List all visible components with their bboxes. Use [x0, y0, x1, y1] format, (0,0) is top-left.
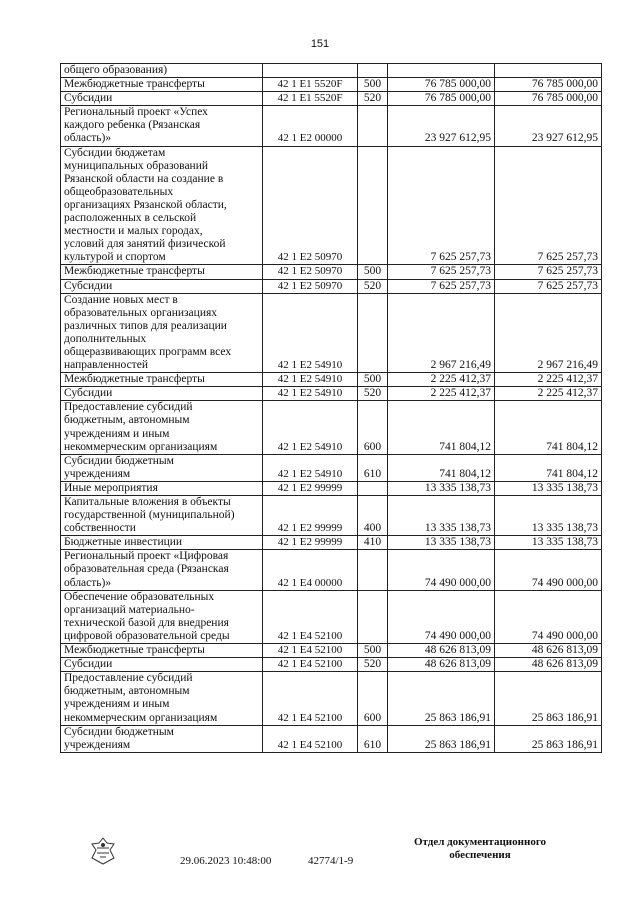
cell-sum-1: 2 225 412,37	[388, 387, 495, 401]
cell-sum-2: 2 225 412,37	[495, 373, 602, 387]
cell-code: 42 1 E1 5520F	[263, 92, 358, 106]
table-row	[61, 146, 602, 265]
cell-vr: 500	[358, 78, 388, 92]
cell-name: Иные мероприятия	[61, 481, 263, 495]
table-row	[61, 106, 602, 146]
cell-name: Предоставление субсидий бюджетным, автономным учреждениям и иным некоммерческим организациям	[61, 401, 263, 454]
cell-code: 42 1 E4 52100	[263, 590, 358, 643]
cell-code: 42 1 E2 50970	[263, 265, 358, 279]
cell-name: Региональный проект «Цифровая образовательная среда (Рязанская область)»	[61, 550, 263, 590]
cell-sum-2: 23 927 612,95	[495, 106, 602, 146]
cell-sum-1: 741 804,12	[388, 401, 495, 454]
cell-name: Межбюджетные трансферты	[61, 373, 263, 387]
cell-code: 42 1 E2 54910	[263, 401, 358, 454]
cell-sum-1: 13 335 138,73	[388, 536, 495, 550]
cell-name: Межбюджетные трансферты	[61, 644, 263, 658]
cell-code: 42 1 E2 00000	[263, 106, 358, 146]
cell-sum-2: 7 625 257,73	[495, 279, 602, 293]
cell-code: 42 1 E4 52100	[263, 672, 358, 725]
table-row	[61, 725, 602, 752]
cell-vr: 520	[358, 279, 388, 293]
cell-name: Предоставление субсидий бюджетным, автономным учреждениям и иным некоммерческим организациям	[61, 672, 263, 725]
cell-vr: 610	[358, 725, 388, 752]
cell-vr: 410	[358, 536, 388, 550]
cell-code: 42 1 E4 52100	[263, 725, 358, 752]
cell-sum-1: 2 967 216,49	[388, 293, 495, 373]
cell-sum-2: 48 626 813,09	[495, 658, 602, 672]
cell-sum-2: 25 863 186,91	[495, 725, 602, 752]
table-row	[61, 265, 602, 279]
cell-sum-2: 13 335 138,73	[495, 536, 602, 550]
cell-vr: 400	[358, 496, 388, 536]
page-number: 151	[310, 38, 330, 50]
cell-sum-1: 48 626 813,09	[388, 658, 495, 672]
cell-name: Бюджетные инвестиции	[61, 536, 263, 550]
cell-vr: 520	[358, 387, 388, 401]
cell-vr: 600	[358, 672, 388, 725]
table-row	[61, 92, 602, 106]
cell-sum-2: 2 967 216,49	[495, 293, 602, 373]
cell-code: 42 1 E2 54910	[263, 387, 358, 401]
cell-sum-2: 25 863 186,91	[495, 672, 602, 725]
cell-sum-2: 76 785 000,00	[495, 78, 602, 92]
cell-sum-2: 7 625 257,73	[495, 146, 602, 265]
cell-name: Межбюджетные трансферты	[61, 78, 263, 92]
table-row	[61, 658, 602, 672]
cell-sum-1: 25 863 186,91	[388, 672, 495, 725]
cell-sum-2	[495, 64, 602, 78]
cell-sum-2: 13 335 138,73	[495, 496, 602, 536]
cell-name: Субсидии	[61, 658, 263, 672]
cell-sum-2: 74 490 000,00	[495, 590, 602, 643]
table-row	[61, 78, 602, 92]
cell-sum-2: 76 785 000,00	[495, 92, 602, 106]
cell-name: Межбюджетные трансферты	[61, 265, 263, 279]
cell-sum-1	[388, 64, 495, 78]
cell-sum-1: 23 927 612,95	[388, 106, 495, 146]
cell-vr	[358, 64, 388, 78]
cell-vr: 500	[358, 373, 388, 387]
cell-sum-1: 25 863 186,91	[388, 725, 495, 752]
cell-vr	[358, 293, 388, 373]
table-row	[61, 454, 602, 481]
cell-name: Субсидии	[61, 387, 263, 401]
cell-sum-1: 76 785 000,00	[388, 78, 495, 92]
cell-sum-2: 48 626 813,09	[495, 644, 602, 658]
cell-code: 42 1 E4 52100	[263, 644, 358, 658]
cell-name: общего образования)	[61, 64, 263, 78]
cell-vr: 520	[358, 658, 388, 672]
cell-sum-2: 741 804,12	[495, 401, 602, 454]
coat-of-arms-icon	[88, 836, 118, 866]
cell-name: Субсидии бюджетам муниципальных образований Рязанской области на создание в общеобразовательных организациях Рязанской области, расположенных в сельской местности и малых городах, условий для занятий физической культурой и спортом	[61, 146, 263, 265]
table-row	[61, 496, 602, 536]
table-row	[61, 590, 602, 643]
cell-code: 42 1 E2 54910	[263, 373, 358, 387]
cell-vr: 500	[358, 265, 388, 279]
table-row	[61, 401, 602, 454]
cell-vr: 500	[358, 644, 388, 658]
footer-datetime: 29.06.2023 10:48:00	[180, 855, 272, 867]
footer-department	[400, 836, 560, 862]
cell-vr: 520	[358, 92, 388, 106]
table-row	[61, 536, 602, 550]
cell-code: 42 1 E2 50970	[263, 279, 358, 293]
cell-code: 42 1 E2 54910	[263, 454, 358, 481]
table-row	[61, 373, 602, 387]
cell-code: 42 1 E2 99999	[263, 481, 358, 495]
department-line-2: обеспечения	[449, 849, 511, 861]
cell-name: Субсидии бюджетным учреждениям	[61, 454, 263, 481]
cell-vr	[358, 590, 388, 643]
table-row	[61, 672, 602, 725]
table-row	[61, 387, 602, 401]
cell-vr: 610	[358, 454, 388, 481]
cell-sum-1: 74 490 000,00	[388, 590, 495, 643]
cell-code: 42 1 E2 54910	[263, 293, 358, 373]
cell-sum-1: 76 785 000,00	[388, 92, 495, 106]
cell-sum-2: 741 804,12	[495, 454, 602, 481]
cell-code: 42 1 E4 00000	[263, 550, 358, 590]
cell-vr: 600	[358, 401, 388, 454]
table-row	[61, 279, 602, 293]
table-row	[61, 293, 602, 373]
cell-code: 42 1 E2 50970	[263, 146, 358, 265]
cell-name: Субсидии бюджетным учреждениям	[61, 725, 263, 752]
cell-name: Субсидии	[61, 279, 263, 293]
cell-name: Обеспечение образовательных организаций материально- технической базой для внедрения цифровой образовательной среды	[61, 590, 263, 643]
cell-name: Региональный проект «Успех каждого ребенка (Рязанская область)»	[61, 106, 263, 146]
department-line-1: Отдел документационного	[413, 836, 547, 848]
cell-sum-2: 13 335 138,73	[495, 481, 602, 495]
cell-sum-2: 74 490 000,00	[495, 550, 602, 590]
cell-sum-1: 2 225 412,37	[388, 373, 495, 387]
footer-doc-number: 42774/1-9	[308, 855, 354, 867]
cell-sum-1: 48 626 813,09	[388, 644, 495, 658]
cell-sum-1: 74 490 000,00	[388, 550, 495, 590]
budget-table-body	[61, 64, 602, 753]
cell-code: 42 1 E1 5520F	[263, 78, 358, 92]
table-row	[61, 644, 602, 658]
cell-vr	[358, 481, 388, 495]
cell-sum-1: 13 335 138,73	[388, 496, 495, 536]
table-row	[61, 64, 602, 78]
table-row	[61, 481, 602, 495]
cell-vr	[358, 550, 388, 590]
cell-sum-1: 13 335 138,73	[388, 481, 495, 495]
cell-sum-1: 7 625 257,73	[388, 146, 495, 265]
cell-code: 42 1 E4 52100	[263, 658, 358, 672]
budget-table	[60, 63, 602, 753]
cell-sum-1: 741 804,12	[388, 454, 495, 481]
cell-name: Субсидии	[61, 92, 263, 106]
cell-sum-2: 7 625 257,73	[495, 265, 602, 279]
cell-code: 42 1 E2 99999	[263, 536, 358, 550]
cell-name: Капитальные вложения в объекты государственной (муниципальной) собственности	[61, 496, 263, 536]
cell-sum-1: 7 625 257,73	[388, 279, 495, 293]
cell-vr	[358, 106, 388, 146]
cell-name: Создание новых мест в образовательных организациях различных типов для реализации дополнительных общеразвивающих программ всех направленностей	[61, 293, 263, 373]
cell-vr	[358, 146, 388, 265]
cell-sum-2: 2 225 412,37	[495, 387, 602, 401]
cell-sum-1: 7 625 257,73	[388, 265, 495, 279]
cell-code: 42 1 E2 99999	[263, 496, 358, 536]
table-row	[61, 550, 602, 590]
cell-code	[263, 64, 358, 78]
